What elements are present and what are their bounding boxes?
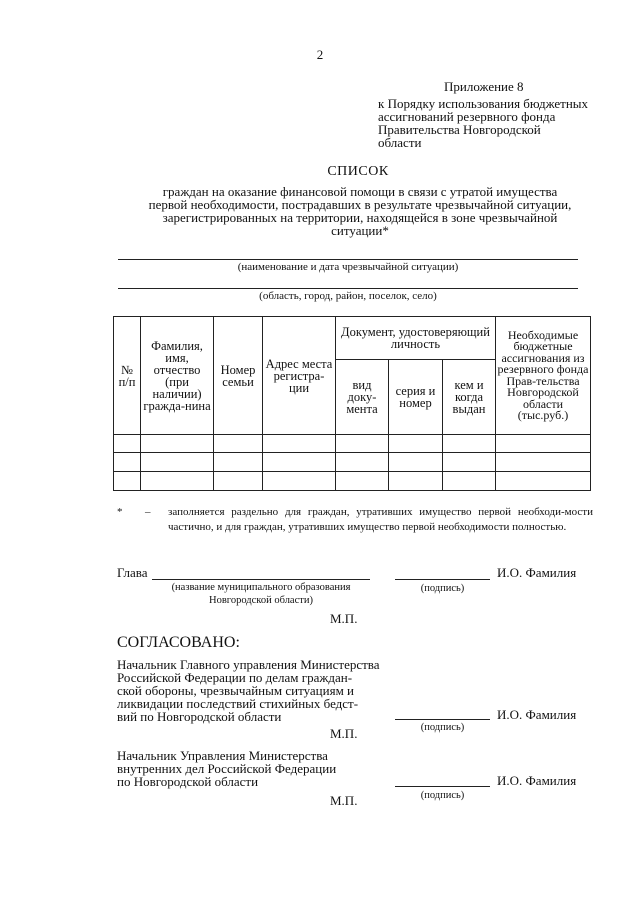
header-doc-type: вид доку-мента xyxy=(336,360,389,435)
position-line: ликвидации последствий стихийных бедст- xyxy=(117,696,359,711)
head-name-line xyxy=(152,579,370,580)
fio-name: И.О. Фамилия xyxy=(497,565,577,580)
subtitle-line: граждан на оказание финансовой помощи в связи с утратой имущества xyxy=(162,184,558,199)
header-num: № п/п xyxy=(114,317,141,435)
table-cell[interactable] xyxy=(141,472,214,491)
header-document: Документ, удостоверяющий личность xyxy=(336,317,496,360)
fio-name: И.О. Фамилия xyxy=(497,707,577,722)
signature-line xyxy=(395,786,490,787)
position-line: вий по Новгородской области xyxy=(117,709,282,724)
emergency-name-line xyxy=(118,259,578,260)
fio-name: И.О. Фамилия xyxy=(497,773,577,788)
signature-caption: (подпись) xyxy=(420,790,465,801)
mvd-position xyxy=(117,749,397,788)
page-number: 2 xyxy=(316,47,324,62)
table-cell[interactable] xyxy=(263,435,336,453)
citizens-table xyxy=(113,316,591,491)
footnote-text: заполняется раздельно для граждан, утративших имущество первой необходи-мости частично, и для граждан, утративших имущество первой необходимости полностью. xyxy=(168,506,593,533)
signature-caption: (подпись) xyxy=(420,583,465,594)
head-caption-line: Новгородской области) xyxy=(209,595,313,606)
stamp-mark: М.П. xyxy=(330,726,358,741)
table-cell[interactable] xyxy=(389,435,443,453)
footnote-dash: – xyxy=(145,506,151,518)
header-budget: Необходимые бюджетные ассигнования из резервного фонда Прав-тельства Новгородской области (тыс.руб.) xyxy=(496,317,591,435)
position-line: по Новгородской области xyxy=(117,774,259,789)
position-line: Начальник Управления Министерства xyxy=(117,748,328,763)
location-caption: (область, город, район, поселок, село) xyxy=(259,290,437,302)
signature-caption: (подпись) xyxy=(420,722,465,733)
table-cell[interactable] xyxy=(336,435,389,453)
annex-line: области xyxy=(378,135,422,150)
annex-block xyxy=(378,80,598,149)
annex-line: Правительства Новгородской xyxy=(378,122,541,137)
position-line: Начальник Главного управления Министерства xyxy=(117,657,380,672)
table-row xyxy=(114,472,591,491)
footnote-mark: * xyxy=(117,506,123,518)
stamp-mark: М.П. xyxy=(330,611,358,626)
subtitle-line: первой необходимости, пострадавших в результате чрезвычайной ситуации, xyxy=(148,197,572,212)
header-doc-issued: кем и когда выдан xyxy=(443,360,496,435)
table-cell[interactable] xyxy=(141,435,214,453)
position-line: внутренних дел Российской Федерации xyxy=(117,761,337,776)
document-subtitle xyxy=(140,185,580,237)
table-row xyxy=(114,453,591,472)
table-cell[interactable] xyxy=(443,453,496,472)
mchs-position xyxy=(117,658,397,723)
table-cell[interactable] xyxy=(496,472,591,491)
table-cell[interactable] xyxy=(336,453,389,472)
table-cell[interactable] xyxy=(114,453,141,472)
table-cell[interactable] xyxy=(214,435,263,453)
signature-line xyxy=(395,719,490,720)
signature-line xyxy=(395,579,490,580)
table-cell[interactable] xyxy=(389,472,443,491)
subtitle-line: зарегистрированных на территории, находящейся в зоне чрезвычайной xyxy=(162,210,558,225)
head-caption-line: (название муниципального образования xyxy=(171,582,351,593)
table-cell[interactable] xyxy=(496,453,591,472)
table-cell[interactable] xyxy=(114,435,141,453)
table-cell[interactable] xyxy=(336,472,389,491)
table-row xyxy=(114,435,591,453)
document-title: СПИСОК xyxy=(327,164,389,179)
position-line: ской обороны, чрезвычайным ситуациям и xyxy=(117,683,355,698)
position-line: Российской Федерации по делам граждан- xyxy=(117,670,353,685)
table-cell[interactable] xyxy=(214,472,263,491)
header-family: Номер семьи xyxy=(214,317,263,435)
table-cell[interactable] xyxy=(214,453,263,472)
table-cell[interactable] xyxy=(141,453,214,472)
header-name: Фамилия, имя, отчество (при наличии) гражда-нина xyxy=(141,317,214,435)
head-caption xyxy=(150,581,372,607)
annex-line: ассигнований резервного фонда xyxy=(378,109,556,124)
head-label: Глава xyxy=(117,565,148,580)
table-cell[interactable] xyxy=(443,472,496,491)
table-cell[interactable] xyxy=(114,472,141,491)
subtitle-line: ситуации* xyxy=(331,223,389,238)
table-cell[interactable] xyxy=(263,472,336,491)
stamp-mark: М.П. xyxy=(330,793,358,808)
annex-line: к Порядку использования бюджетных xyxy=(378,96,589,111)
agreed-heading: СОГЛАСОВАНО: xyxy=(117,634,240,651)
table-cell[interactable] xyxy=(263,453,336,472)
annex-heading: Приложение 8 xyxy=(444,79,524,94)
table-cell[interactable] xyxy=(443,435,496,453)
header-doc-series: серия и номер xyxy=(389,360,443,435)
location-line xyxy=(118,288,578,289)
table-cell[interactable] xyxy=(389,453,443,472)
header-address: Адрес места регистра-ции xyxy=(263,317,336,435)
table-cell[interactable] xyxy=(496,435,591,453)
emergency-caption: (наименование и дата чрезвычайной ситуации) xyxy=(237,261,459,273)
